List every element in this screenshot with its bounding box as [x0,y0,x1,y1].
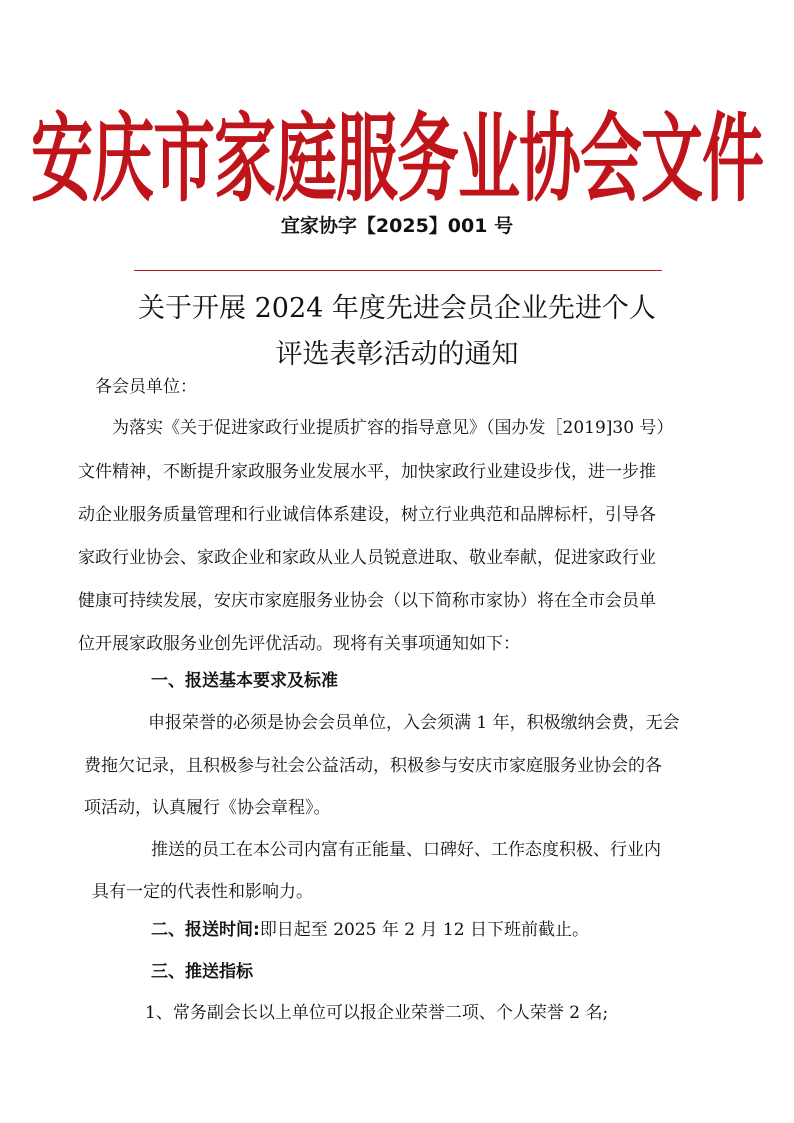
section-1-heading: 一、报送基本要求及标准 [151,671,338,691]
section-1-text: 申报荣誉的必须是协会会员单位，入会须满 1 年，积极缴纳会费，无会 [148,713,680,733]
intro-line: 家政行业协会、家政企业和家政从业人员锐意进取、敬业奉献，促进家政行业 [78,548,656,568]
section-1-text: 项活动，认真履行《协会章程》。 [84,798,331,818]
section-2-heading: 二、报送时间: [151,920,260,940]
section-1-text: 具有一定的代表性和影响力。 [92,882,313,902]
intro-line: 文件精神，不断提升家政服务业发展水平，加快家政行业建设步伐，进一步推 [78,462,656,482]
intro-line: 动企业服务质量管理和行业诚信体系建设，树立行业典范和品牌标杆，引导各 [78,505,656,525]
masthead-title: 安庆市家庭服务业协会文件 [30,102,763,216]
section-2-text: 即日起至 2025 年 2 月 12 日下班前截止。 [259,920,589,940]
red-divider [134,270,662,271]
notice-title-line-2: 评选表彰活动的通知 [275,339,519,370]
intro-line: 位开展家政服务业创先评优活动。现将有关事项通知如下： [78,634,520,654]
notice-title-line-1: 关于开展 2024 年度先进会员企业先进个人 [138,293,656,324]
section-1-text: 费拖欠记录，且积极参与社会公益活动，积极参与安庆市家庭服务业协会的各 [84,756,662,776]
section-3-heading: 三、推送指标 [151,962,253,982]
section-3-item: 1、常务副会长以上单位可以报企业荣誉二项、个人荣誉 2 名; [145,1003,609,1023]
document-number: 宜家协字【2025】001 号 [280,215,514,237]
intro-line: 为落实《关于促进家政行业提质扩容的指导意见》（国办发［2019]30 号） [112,418,674,438]
salutation: 各会员单位： [95,377,197,397]
section-2-line [151,915,589,945]
section-1-text: 推送的员工在本公司内富有正能量、口碑好、工作态度积极、行业内 [151,840,661,860]
intro-line: 健康可持续发展，安庆市家庭服务业协会（以下简称市家协）将在全市会员单 [78,591,656,611]
